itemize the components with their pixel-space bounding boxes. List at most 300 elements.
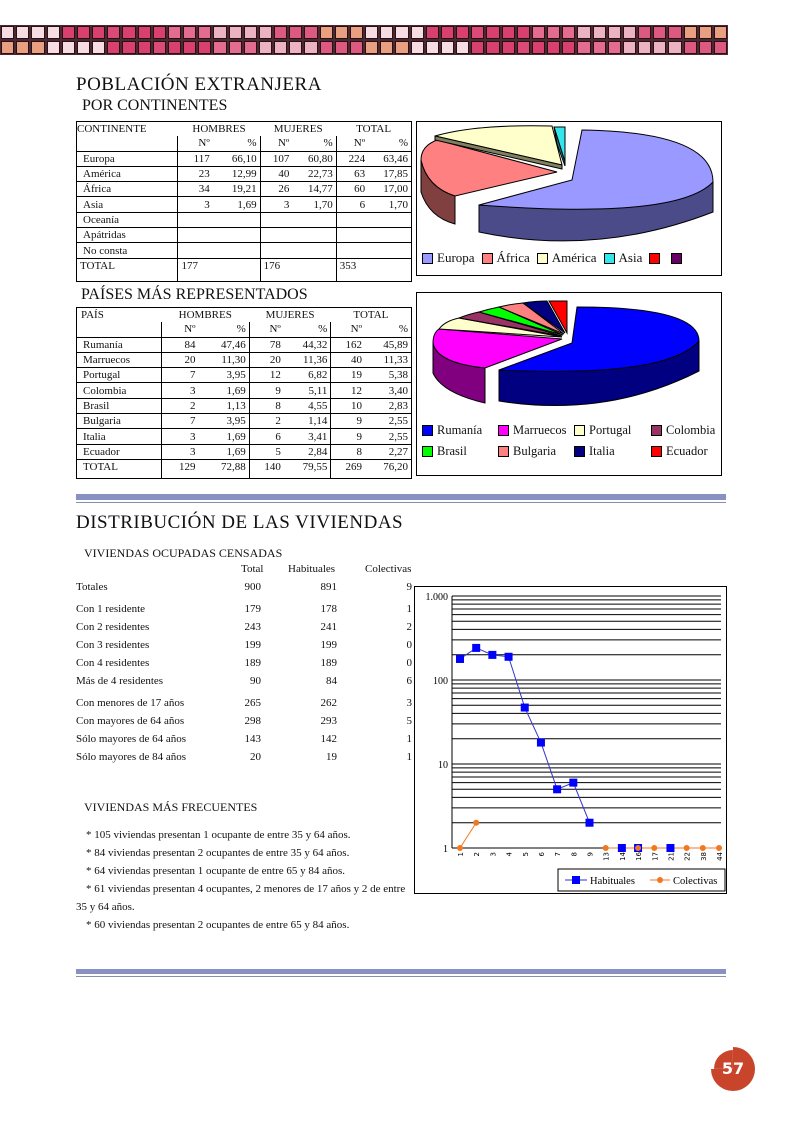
mosaic-tile xyxy=(320,26,333,39)
mosaic-tile xyxy=(198,26,211,39)
col-header: CONTINENTE xyxy=(77,123,147,136)
cell-name: Colombia xyxy=(77,383,162,398)
mosaic-tile xyxy=(289,41,302,54)
mosaic-tile xyxy=(168,26,181,39)
cell-h-n xyxy=(178,243,213,258)
cell-m-p: 2,84 xyxy=(284,444,331,459)
mosaic-tile xyxy=(62,41,75,54)
section-title-viviendas: DISTRIBUCIÓN DE LAS VIVIENDAS xyxy=(76,512,404,533)
col-header-colectivas: Colectivas xyxy=(365,563,412,575)
svg-text:14: 14 xyxy=(618,852,627,861)
viviendas-row xyxy=(76,715,416,731)
viviendas-hab: 262 xyxy=(320,697,337,709)
mosaic-tile xyxy=(593,41,606,54)
mosaic-tile xyxy=(1,26,14,39)
cell-m-n: 2 xyxy=(249,414,284,429)
mosaic-tile xyxy=(122,26,135,39)
cell-h-p: 47,46 xyxy=(199,337,250,352)
cell-t-n: 60 xyxy=(336,182,368,197)
cell-t-p: 17,00 xyxy=(368,182,411,197)
mosaic-tile xyxy=(274,41,287,54)
cell-name: No consta xyxy=(77,243,178,258)
cell-t-p: 45,89 xyxy=(365,337,412,352)
cell-name: Apátridas xyxy=(77,228,178,243)
cell-m-n: 8 xyxy=(249,398,284,413)
mosaic-tile xyxy=(684,41,697,54)
svg-text:6: 6 xyxy=(537,852,546,857)
mosaic-tile xyxy=(47,26,60,39)
table-row xyxy=(77,398,412,413)
svg-text:17: 17 xyxy=(651,852,660,861)
mosaic-tile xyxy=(138,26,151,39)
sub-header: Nº xyxy=(249,322,284,337)
viviendas-col: 1 xyxy=(406,603,412,615)
sub-header: % xyxy=(284,322,331,337)
mosaic-tile xyxy=(244,41,257,54)
viviendas-label: Con 2 residentes xyxy=(76,621,150,633)
divider-thick xyxy=(76,969,726,974)
mosaic-tile xyxy=(259,41,272,54)
cell-m-p: 6,82 xyxy=(284,368,331,383)
continents-legend xyxy=(422,250,693,266)
mosaic-tile xyxy=(699,26,712,39)
legend-label: Rumanía xyxy=(437,423,483,437)
total-label: TOTAL xyxy=(77,258,178,281)
cell-name: Italia xyxy=(77,429,162,444)
legend-item xyxy=(537,250,597,266)
mosaic-tile xyxy=(183,41,196,54)
cell-t-n: 224 xyxy=(336,151,368,166)
cell-t-n xyxy=(336,243,368,258)
mosaic-tile xyxy=(350,41,363,54)
mosaic-tile xyxy=(259,26,272,39)
legend-item xyxy=(422,250,475,266)
legend-item xyxy=(574,444,651,459)
col-header: HOMBRES xyxy=(178,309,232,322)
svg-text:100: 100 xyxy=(433,676,448,687)
viviendas-total: 900 xyxy=(244,581,261,593)
cell-t-p: 11,33 xyxy=(365,352,412,367)
legend-swatch-icon xyxy=(498,425,509,436)
viviendas-label: Con mayores de 64 años xyxy=(76,715,185,727)
mosaic-tile xyxy=(229,26,242,39)
cell-h-n: 3 xyxy=(161,429,198,444)
cell-h-p: 1,69 xyxy=(199,429,250,444)
viviendas-column-headers xyxy=(76,563,416,577)
cell-t-n: 19 xyxy=(331,368,365,383)
table-row xyxy=(77,383,412,398)
mosaic-tile xyxy=(411,41,424,54)
cell-m-n: 3 xyxy=(260,197,292,212)
legend-swatch-icon xyxy=(651,446,662,457)
section-subtitle-frecuentes: VIVIENDAS MÁS FRECUENTES xyxy=(84,800,258,814)
cell-m-p: 1,14 xyxy=(284,414,331,429)
col-header: MUJERES xyxy=(273,123,323,136)
mosaic-tile xyxy=(198,41,211,54)
mosaic-tile xyxy=(608,41,621,54)
residents-line-graphic xyxy=(415,587,726,893)
svg-text:22: 22 xyxy=(683,852,692,861)
mosaic-tile xyxy=(16,41,29,54)
mosaic-tile xyxy=(365,41,378,54)
mosaic-tile xyxy=(153,41,166,54)
sub-header: % xyxy=(213,136,260,151)
svg-text:38: 38 xyxy=(699,852,708,861)
mosaic-tile xyxy=(380,41,393,54)
frequent-item: * 64 viviendas presentan 1 ocupante de entre 65 y 84 años. xyxy=(86,865,346,877)
legend-label: Ecuador xyxy=(666,444,708,458)
mosaic-tile xyxy=(502,26,515,39)
mosaic-tile xyxy=(668,41,681,54)
mosaic-tile xyxy=(320,41,333,54)
mosaic-tile xyxy=(456,26,469,39)
cell-h-n: 3 xyxy=(161,444,198,459)
cell-h-n xyxy=(178,212,213,227)
viviendas-col: 3 xyxy=(406,697,412,709)
mosaic-tile xyxy=(380,26,393,39)
viviendas-label: Con 3 residentes xyxy=(76,639,150,651)
legend-swatch-icon xyxy=(422,253,433,264)
mosaic-tile xyxy=(471,41,484,54)
mosaic-tile xyxy=(441,26,454,39)
mosaic-tile xyxy=(335,26,348,39)
cell-t-n: 12 xyxy=(331,383,365,398)
mosaic-tile xyxy=(426,26,439,39)
cell-h-n: 7 xyxy=(161,368,198,383)
table-row xyxy=(77,429,412,444)
cell-m-n xyxy=(260,243,292,258)
mosaic-tile xyxy=(395,41,408,54)
mosaic-tile xyxy=(532,26,545,39)
viviendas-row xyxy=(76,751,416,767)
sub-header: % xyxy=(199,322,250,337)
cell-name: Brasil xyxy=(77,398,162,413)
mosaic-tile xyxy=(577,26,590,39)
cell-name: Asia xyxy=(77,197,178,212)
cell-t-p: 1,70 xyxy=(368,197,411,212)
mosaic-tile xyxy=(547,41,560,54)
svg-text:1: 1 xyxy=(443,844,448,855)
legend-item xyxy=(649,253,664,264)
mosaic-tile xyxy=(213,26,226,39)
cell-t-n: 8 xyxy=(331,444,365,459)
cell-m-p: 4,55 xyxy=(284,398,331,413)
legend-swatch-icon xyxy=(649,253,660,264)
legend-item xyxy=(651,423,721,438)
mosaic-tile xyxy=(441,41,454,54)
mosaic-tile xyxy=(183,26,196,39)
cell-m-n: 40 xyxy=(260,166,292,181)
total-value: 353 xyxy=(339,259,357,272)
cell-h-p: 1,69 xyxy=(199,444,250,459)
continents-pie-graphic xyxy=(417,122,721,247)
cell-name: Rumanía xyxy=(77,337,162,352)
mosaic-tile xyxy=(77,26,90,39)
mosaic-tile xyxy=(62,26,75,39)
cell-m-p: 44,32 xyxy=(284,337,331,352)
cell-h-p: 11,30 xyxy=(199,352,250,367)
viviendas-row xyxy=(76,639,416,655)
viviendas-row xyxy=(76,581,416,597)
svg-text:13: 13 xyxy=(602,852,611,861)
cell-t-n: 10 xyxy=(331,398,365,413)
divider-thin xyxy=(76,502,726,503)
viviendas-hab: 293 xyxy=(320,715,337,727)
cell-t-p: 3,40 xyxy=(365,383,412,398)
legend-item xyxy=(498,444,574,459)
mosaic-tile xyxy=(107,41,120,54)
svg-text:3: 3 xyxy=(489,852,498,857)
viviendas-total: 199 xyxy=(244,639,261,651)
cell-t-n: 162 xyxy=(331,337,365,352)
legend-swatch-icon xyxy=(651,425,662,436)
mosaic-tile xyxy=(47,41,60,54)
mosaic-tile xyxy=(274,26,287,39)
frequent-list xyxy=(76,826,416,934)
cell-h-p: 1,13 xyxy=(199,398,250,413)
mosaic-tile xyxy=(638,26,651,39)
cell-h-p xyxy=(213,228,260,243)
viviendas-row xyxy=(76,657,416,673)
cell-m-p: 3,41 xyxy=(284,429,331,444)
cell-m-n: 5 xyxy=(249,444,284,459)
cell-name: Portugal xyxy=(77,368,162,383)
legend-swatch-icon xyxy=(604,253,615,264)
cell-h-p: 1,69 xyxy=(213,197,260,212)
cell-h-n: 3 xyxy=(161,383,198,398)
cell-h-n xyxy=(178,228,213,243)
mosaic-tile xyxy=(244,26,257,39)
legend-swatch-icon xyxy=(422,425,433,436)
cell-m-n: 107 xyxy=(260,151,292,166)
mosaic-tile xyxy=(471,26,484,39)
svg-text:8: 8 xyxy=(570,852,579,857)
mosaic-tile xyxy=(107,26,120,39)
legend-item xyxy=(671,253,686,264)
mosaic-tile xyxy=(593,26,606,39)
mosaic-tile xyxy=(304,41,317,54)
page-number-badge xyxy=(711,1047,755,1091)
cell-name: Bulgaria xyxy=(77,414,162,429)
mosaic-tile xyxy=(304,26,317,39)
cell-m-n: 12 xyxy=(249,368,284,383)
cell-name: Oceanía xyxy=(77,212,178,227)
cell-name: América xyxy=(77,166,178,181)
svg-text:44: 44 xyxy=(716,852,724,861)
cell-t-p xyxy=(368,228,411,243)
divider-thick xyxy=(76,494,726,500)
cell-h-n: 20 xyxy=(161,352,198,367)
sub-header: % xyxy=(292,136,336,151)
cell-name: Ecuador xyxy=(77,444,162,459)
viviendas-hab: 84 xyxy=(326,675,337,687)
svg-text:Colectivas: Colectivas xyxy=(673,876,718,887)
cell-name: Marruecos xyxy=(77,352,162,367)
viviendas-col: 0 xyxy=(406,657,412,669)
mosaic-tile xyxy=(213,41,226,54)
mosaic-tile xyxy=(502,41,515,54)
cell-m-p xyxy=(292,212,336,227)
viviendas-row xyxy=(76,621,416,637)
total-value: 140 xyxy=(264,460,281,473)
mosaic-tile xyxy=(532,41,545,54)
page-number: 57 xyxy=(721,1059,745,1078)
countries-pie-chart xyxy=(416,292,722,476)
header-mosaic-band xyxy=(0,25,728,55)
legend-swatch-icon xyxy=(422,446,433,457)
mosaic-tile xyxy=(653,26,666,39)
cell-m-p xyxy=(292,243,336,258)
cell-m-p: 22,73 xyxy=(292,166,336,181)
legend-swatch-icon xyxy=(671,253,682,264)
viviendas-hab: 178 xyxy=(320,603,337,615)
viviendas-total: 298 xyxy=(244,715,261,727)
viviendas-hab: 199 xyxy=(320,639,337,651)
viviendas-hab: 241 xyxy=(320,621,337,633)
viviendas-row xyxy=(76,697,416,713)
cell-m-p: 1,70 xyxy=(292,197,336,212)
total-label: TOTAL xyxy=(77,459,162,478)
cell-h-n: 3 xyxy=(178,197,213,212)
cell-m-p: 60,80 xyxy=(292,151,336,166)
cell-h-n: 84 xyxy=(161,337,198,352)
mosaic-tile xyxy=(122,41,135,54)
mosaic-tile xyxy=(517,26,530,39)
cell-name: África xyxy=(77,182,178,197)
legend-label: Portugal xyxy=(589,423,632,437)
viviendas-col: 2 xyxy=(406,621,412,633)
viviendas-label: Con 4 residentes xyxy=(76,657,150,669)
legend-label: África xyxy=(496,250,530,265)
section-subtitle-continents: POR CONTINENTES xyxy=(82,97,228,114)
table-row xyxy=(77,151,412,166)
viviendas-hab: 891 xyxy=(320,581,337,593)
mosaic-tile xyxy=(608,26,621,39)
col-header-habituales: Habituales xyxy=(288,563,336,575)
legend-label: Asia xyxy=(618,250,643,265)
cell-t-p: 2,55 xyxy=(365,429,412,444)
legend-label: Marruecos xyxy=(513,423,567,437)
mosaic-tile xyxy=(1,41,14,54)
total-value: 176 xyxy=(263,259,281,272)
legend-swatch-icon xyxy=(574,446,585,457)
countries-legend xyxy=(422,423,722,459)
cell-m-n: 26 xyxy=(260,182,292,197)
cell-h-p: 19,21 xyxy=(213,182,260,197)
viviendas-label: Con 1 residente xyxy=(76,603,146,615)
svg-text:16: 16 xyxy=(635,852,644,861)
continents-table xyxy=(76,121,412,282)
mosaic-tile xyxy=(668,26,681,39)
viviendas-label: Totales xyxy=(76,581,108,593)
legend-item xyxy=(482,250,530,266)
mosaic-tile xyxy=(562,26,575,39)
legend-swatch-icon xyxy=(574,425,585,436)
total-value: 177 xyxy=(181,259,198,272)
viviendas-total: 265 xyxy=(244,697,261,709)
viviendas-hab: 142 xyxy=(320,733,337,745)
frequent-item: * 61 viviendas presentan 4 ocupantes, 2 menores de 17 años y 2 de entre 35 y 64 años. xyxy=(76,883,406,913)
cell-t-p: 63,46 xyxy=(368,151,411,166)
table-row xyxy=(77,414,412,429)
sub-header: Nº xyxy=(331,322,365,337)
svg-text:Habituales: Habituales xyxy=(590,876,635,887)
cell-m-n xyxy=(260,228,292,243)
svg-text:1: 1 xyxy=(457,852,465,857)
viviendas-col: 1 xyxy=(406,751,412,763)
viviendas-col: 1 xyxy=(406,733,412,745)
viviendas-total: 20 xyxy=(250,751,261,763)
mosaic-tile xyxy=(456,41,469,54)
cell-t-p: 2,55 xyxy=(365,414,412,429)
sub-header: % xyxy=(368,136,411,151)
mosaic-tile xyxy=(562,41,575,54)
mosaic-tile xyxy=(714,26,727,39)
viviendas-hab: 19 xyxy=(326,751,337,763)
mosaic-tile xyxy=(350,26,363,39)
mosaic-tile xyxy=(31,41,44,54)
viviendas-col: 0 xyxy=(406,639,412,651)
mosaic-tile xyxy=(31,26,44,39)
svg-text:1.000: 1.000 xyxy=(425,592,448,603)
legend-label: Bulgaria xyxy=(513,444,557,458)
frequent-item: * 60 viviendas presentan 2 ocupantes de entre 65 y 84 años. xyxy=(86,919,350,931)
sub-header: Nº xyxy=(336,136,368,151)
mosaic-tile xyxy=(77,41,90,54)
mosaic-tile xyxy=(653,41,666,54)
table-row xyxy=(77,352,412,367)
viviendas-label: Sólo mayores de 64 años xyxy=(76,733,186,745)
cell-h-p xyxy=(213,212,260,227)
sub-header: Nº xyxy=(178,136,213,151)
cell-t-p: 2,83 xyxy=(365,398,412,413)
viviendas-total: 243 xyxy=(244,621,261,633)
mosaic-tile xyxy=(699,41,712,54)
mosaic-tile xyxy=(153,26,166,39)
frequent-item: * 105 viviendas presentan 1 ocupante de entre 35 y 64 años. xyxy=(86,829,351,841)
table-row xyxy=(77,212,412,227)
mosaic-tile xyxy=(411,26,424,39)
sub-header: Nº xyxy=(260,136,292,151)
viviendas-label: Más de 4 residentes xyxy=(76,675,164,687)
cell-h-n: 2 xyxy=(161,398,198,413)
svg-text:21: 21 xyxy=(667,852,676,861)
cell-t-p: 2,27 xyxy=(365,444,412,459)
mosaic-tile xyxy=(365,26,378,39)
svg-text:9: 9 xyxy=(586,852,595,857)
table-row xyxy=(77,368,412,383)
table-row xyxy=(77,337,412,352)
cell-h-n: 117 xyxy=(178,151,213,166)
table-row xyxy=(77,228,412,243)
cell-t-n: 40 xyxy=(331,352,365,367)
cell-t-p: 5,38 xyxy=(365,368,412,383)
mosaic-tile xyxy=(486,26,499,39)
viviendas-total: 90 xyxy=(250,675,261,687)
viviendas-col: 5 xyxy=(406,715,412,727)
viviendas-row xyxy=(76,603,416,619)
continents-pie-chart xyxy=(416,121,722,276)
legend-label: Europa xyxy=(437,250,475,265)
legend-label: Brasil xyxy=(437,444,467,458)
mosaic-tile xyxy=(486,41,499,54)
cell-m-p xyxy=(292,228,336,243)
table-row xyxy=(77,197,412,212)
table-row xyxy=(77,166,412,181)
mosaic-tile xyxy=(289,26,302,39)
total-value: 269 xyxy=(345,460,362,473)
legend-label: Italia xyxy=(589,444,615,458)
